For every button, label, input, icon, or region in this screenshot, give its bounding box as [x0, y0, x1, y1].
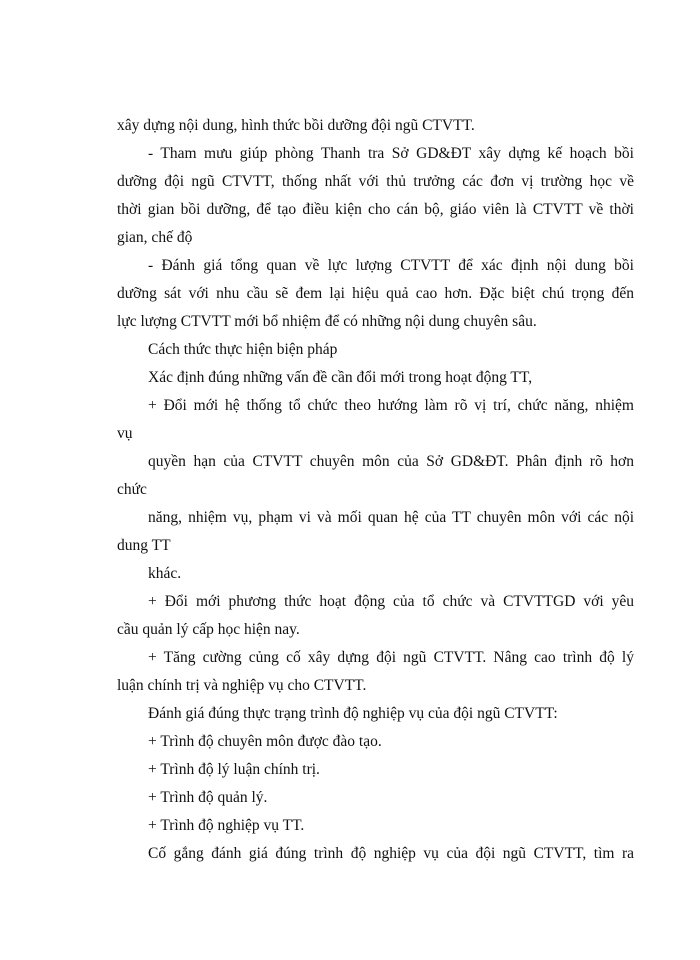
text-line: + Trình độ chuyên môn được đào tạo.: [148, 733, 382, 750]
text-line: chức: [117, 481, 147, 498]
text-line: + Đổi mới phương thức hoạt động của tổ chức và CTVTTGD với yêu: [148, 593, 634, 610]
text-line: dưỡng đội ngũ CTVTT, thống nhất với thủ trưởng các đơn vị trường học về: [117, 173, 634, 190]
text-line: - Tham mưu giúp phòng Thanh tra Sở GD&ĐT xây dựng kế hoạch bồi: [148, 145, 634, 162]
text-line: Cách thức thực hiện biện pháp: [148, 341, 338, 358]
text-line: xây dựng nội dung, hình thức bồi dưỡng đội ngũ CTVTT.: [117, 117, 475, 134]
text-line: năng, nhiệm vụ, phạm vi và mối quan hệ của TT chuyên môn với các nội: [148, 509, 634, 526]
text-line: - Đánh giá tổng quan về lực lượng CTVTT để xác định nội dung bồi: [148, 257, 634, 274]
text-line: Cố gắng đánh giá đúng trình độ nghiệp vụ của đội ngũ CTVTT, tìm ra: [148, 845, 634, 862]
text-line: + Trình độ nghiệp vụ TT.: [148, 817, 305, 834]
text-line: Đánh giá đúng thực trạng trình độ nghiệp vụ của đội ngũ CTVTT:: [148, 705, 558, 722]
text-line: + Đổi mới hệ thống tổ chức theo hướng làm rõ vị trí, chức năng, nhiệm: [148, 397, 634, 414]
text-line: quyền hạn của CTVTT chuyên môn của Sở GD&ĐT. Phân định rõ hơn: [148, 453, 634, 470]
text-line: vụ: [117, 425, 133, 442]
text-line: lực lượng CTVTT mới bổ nhiệm để có những nội dung chuyên sâu.: [117, 313, 537, 330]
text-line: + Trình độ quản lý.: [148, 789, 268, 806]
text-line: khác.: [148, 565, 182, 582]
text-line: + Tăng cường củng cố xây dựng đội ngũ CTVTT. Nâng cao trình độ lý: [148, 649, 634, 666]
text-line: + Trình độ lý luận chính trị.: [148, 761, 320, 778]
text-line: Xác định đúng những vấn đề cần đổi mới trong hoạt động TT,: [148, 369, 533, 386]
text-line: gian, chế độ: [117, 229, 193, 246]
text-line: cầu quản lý cấp học hiện nay.: [117, 621, 300, 638]
text-line: thời gian bồi dưỡng, để tạo điều kiện cho cán bộ, giáo viên là CTVTT về thời: [117, 201, 634, 218]
text-line: luận chính trị và nghiệp vụ cho CTVTT.: [117, 677, 367, 694]
text-line: dưỡng sát với nhu cầu sẽ đem lại hiệu quả cao hơn. Đặc biệt chú trọng đến: [117, 285, 634, 302]
text-line: dung TT: [117, 537, 171, 554]
